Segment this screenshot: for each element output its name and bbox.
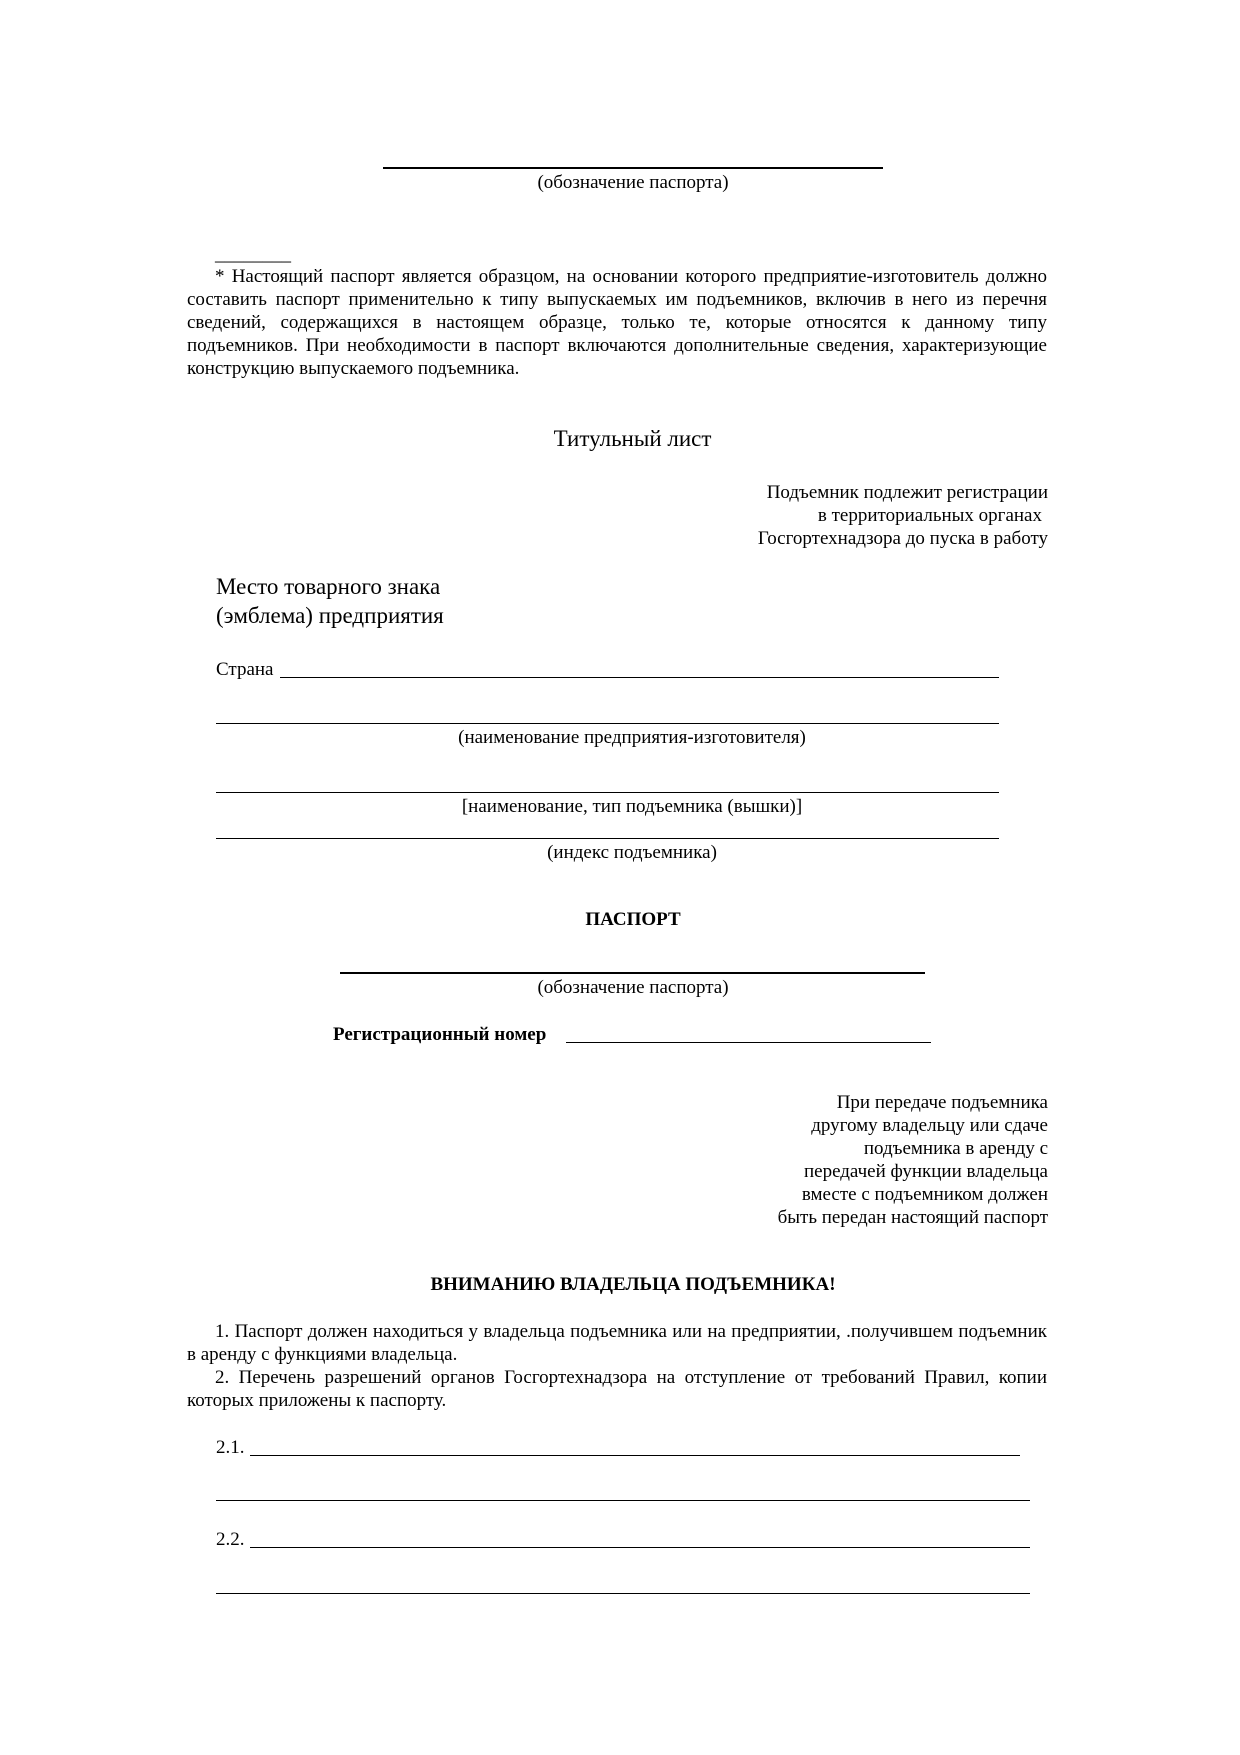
registration-note-line-2: в территориальных органах [817, 505, 1042, 526]
lift-name-field-line[interactable] [216, 792, 999, 793]
registration-number-label: Регистрационный номер [333, 1024, 547, 1045]
transfer-note-line-6: быть передан настоящий паспорт [777, 1207, 1048, 1228]
passport-designation-line[interactable] [340, 972, 925, 974]
sub-item-2-1-field-line[interactable] [250, 1455, 1020, 1456]
transfer-note-line-1: При передаче подъемника [836, 1092, 1048, 1113]
sub-item-2-1-label: 2.1. [216, 1437, 245, 1458]
sub-item-2-1-continuation-line[interactable] [216, 1500, 1030, 1501]
lift-index-caption: (индекс подъемника) [547, 842, 717, 863]
footnote-text: * Настоящий паспорт является образцом, на основании которого предприятие-изготовитель должно составить паспорт применительно к типу выпускаемых им подъемников, включив в него из перечня сведений, содержащихся в настоящем образце, только те, которые относятся к данному типу подъемников. При необходимости в паспорт включаются дополнительные сведения, характеризующие конструкцию выпускаемого подъемника. [187, 266, 1047, 379]
lift-name-caption: [наименование, тип подъемника (вышки)] [461, 796, 803, 817]
sub-item-2-2-field-line[interactable] [250, 1547, 1030, 1548]
transfer-note [700, 1091, 1048, 1229]
title-page-heading: Титульный лист [553, 426, 712, 451]
passport-heading: ПАСПОРТ [585, 909, 681, 930]
passport-designation-line-top [383, 167, 883, 169]
lift-index-field-line[interactable] [216, 838, 999, 839]
sub-item-2-2-label: 2.2. [216, 1529, 245, 1550]
registration-note [640, 481, 1048, 550]
transfer-note-line-4: передачей функции владельца [803, 1161, 1048, 1182]
manufacturer-field-line[interactable] [216, 723, 999, 724]
emblem-place [216, 572, 444, 630]
emblem-place-line-2: (эмблема) предприятия [216, 603, 444, 628]
country-label: Страна [216, 659, 274, 680]
manufacturer-caption: (наименование предприятия-изготовителя) [458, 727, 806, 748]
transfer-note-line-5: вместе с подъемником должен [801, 1184, 1048, 1205]
emblem-place-line-1: Место товарного знака [216, 574, 441, 599]
registration-note-line-1: Подъемник подлежит регистрации [766, 482, 1048, 503]
footnote-rule: ________ [215, 244, 291, 265]
transfer-note-line-2: другому владельцу или сдаче [811, 1115, 1048, 1136]
registration-note-line-3: Госгортехнадзора до пуска в работу [757, 528, 1048, 549]
attention-heading: ВНИМАНИЮ ВЛАДЕЛЬЦА ПОДЪЕМНИКА! [430, 1274, 836, 1295]
attention-item-2: 2. Перечень разрешений органов Госгортехнадзора на отступление от требований Правил, копии которых приложены к паспорту. [187, 1367, 1047, 1411]
passport-designation-caption-top: (обозначение паспорта) [537, 172, 729, 193]
passport-designation-caption: (обозначение паспорта) [537, 977, 729, 998]
attention-item-1: 1. Паспорт должен находиться у владельца подъемника или на предприятии, .получившем подъемник в аренду с функциями владельца. [187, 1321, 1047, 1365]
country-field-line[interactable] [280, 677, 999, 678]
transfer-note-line-3: подъемника в аренду с [863, 1138, 1048, 1159]
sub-item-2-2-continuation-line[interactable] [216, 1593, 1030, 1594]
registration-number-field-line[interactable] [566, 1042, 931, 1043]
